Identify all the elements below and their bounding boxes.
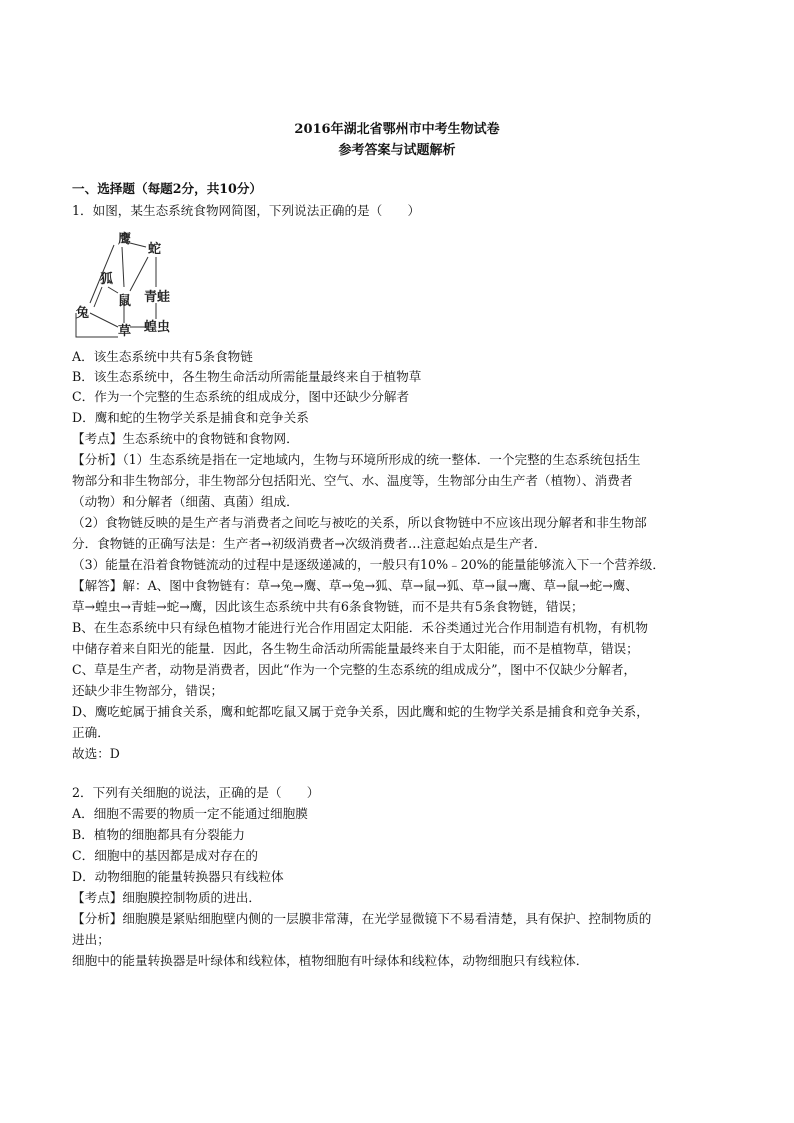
food-web-figure: [72, 231, 192, 341]
question-1-analysis-line: （2）食物链反映的是生产者与消费者之间吃与被吃的关系，所以食物链中不应该出现分解者和非生物部: [72, 515, 647, 530]
question-1-solution-line: B、在生态系统中只有绿色植物才能进行光合作用固定太阳能．禾谷类通过光合作用制造有机物，有机物: [72, 620, 648, 635]
question-1-solution-line: C、草是生产者，动物是消费者，因此“作为一个完整的生态系统的组成成分”，图中不仅缺少分解者，: [72, 662, 637, 677]
food-web-node-fox: 狐: [100, 272, 114, 287]
question-2-analysis-line: 【分析】细胞膜是紧贴细胞壁内侧的一层膜非常薄，在光学显微镜下不易看清楚，具有保护、控制物质的: [72, 911, 652, 926]
question-1-solution-line: 中储存着来自阳光的能量．因此，各生物生命活动所需能量最终来自于太阳能，而不是植物草，错误；: [72, 641, 639, 656]
question-1-analysis-line: 【分析】（1）生态系统是指在一定地域内，生物与环境所形成的统一整体．一个完整的生态系统包括生: [72, 452, 641, 467]
question-1-solution-line: 正确．: [72, 725, 110, 740]
question-2-topic: 【考点】细胞膜控制物质的进出．: [72, 890, 261, 905]
question-1-option-b: B．该生态系统中，各生物生命活动所需能量最终来自于植物草: [72, 369, 422, 384]
question-1-solution-line: 【解答】解：A、图中食物链有：草→兔→鹰、草→兔→狐、草→鼠→狐、草→鼠→鹰、草→鼠→蛇→鹰、: [72, 578, 638, 593]
food-web-node-snake: 蛇: [148, 242, 162, 257]
food-web-node-hawk: 鹰: [118, 232, 132, 247]
section-heading: 一、选择题（每题2分，共10分）: [72, 181, 263, 196]
question-2-analysis-line: 进出；: [72, 932, 110, 947]
question-2-analysis-line: 细胞中的能量转换器是叶绿体和线粒体，植物细胞有叶绿体和线粒体，动物细胞只有线粒体．: [72, 953, 589, 968]
question-1-option-a: A．该生态系统中共有5条食物链: [72, 349, 253, 364]
food-web-node-rabbit: 兔: [76, 306, 90, 321]
question-2-option-c: C．细胞中的基因都是成对存在的: [72, 848, 258, 863]
document-subtitle: 参考答案与试题解析: [338, 143, 456, 158]
question-1-option-c: C．作为一个完整的生态系统的组成成分，图中还缺少分解者: [72, 389, 410, 404]
question-1-analysis-line: 分．食物链的正确写法是：生产者→初级消费者→次级消费者…注意起始点是生产者．: [72, 536, 547, 551]
question-1-stem: 1．如图，某生态系统食物网简图，下列说法正确的是（ ）: [72, 203, 421, 218]
question-2-option-d: D．动物细胞的能量转换器只有线粒体: [72, 869, 284, 884]
food-web-node-mouse: 鼠: [118, 294, 132, 309]
food-web-node-grass: 草: [118, 324, 132, 339]
question-2-option-a: A．细胞不需要的物质一定不能通过细胞膜: [72, 806, 308, 821]
question-1-solution-line: 草→蝗虫→青蛙→蛇→鹰，因此该生态系统中共有6条食物链，而不是共有5条食物链，错误；: [72, 599, 584, 614]
question-1-analysis-line: 物部分和非生物部分，非生物部分包括阳光、空气、水、温度等，生物部分由生产者（植物）、消费者: [72, 473, 633, 488]
question-1-answer: 故选：D: [72, 746, 120, 761]
question-1-solution-line: 还缺少非生物部分，错误；: [72, 683, 224, 698]
question-1-topic: 【考点】生态系统中的食物链和食物网．: [72, 431, 299, 446]
document-title: 2016年湖北省鄂州市中考生物试卷: [294, 122, 500, 137]
food-web-node-frog: 青蛙: [144, 290, 171, 305]
question-1-analysis-line: （3）能量在沿着食物链流动的过程中是逐级递减的，一般只有10%﹣20%的能量能够流入下一个营养级．: [72, 557, 665, 572]
food-web-node-locust: 蝗虫: [144, 320, 171, 335]
question-2-stem: 2．下列有关细胞的说法，正确的是（ ）: [72, 785, 320, 800]
question-1-analysis-line: （动物）和分解者（细菌、真菌）组成．: [72, 494, 299, 509]
question-1-solution-line: D、鹰吃蛇属于捕食关系，鹰和蛇都吃鼠又属于竞争关系，因此鹰和蛇的生物学关系是捕食和竞争关系，: [72, 704, 649, 719]
question-2-option-b: B．植物的细胞都具有分裂能力: [72, 827, 245, 842]
question-1-option-d: D．鹰和蛇的生物学关系是捕食和竞争关系: [72, 410, 309, 425]
